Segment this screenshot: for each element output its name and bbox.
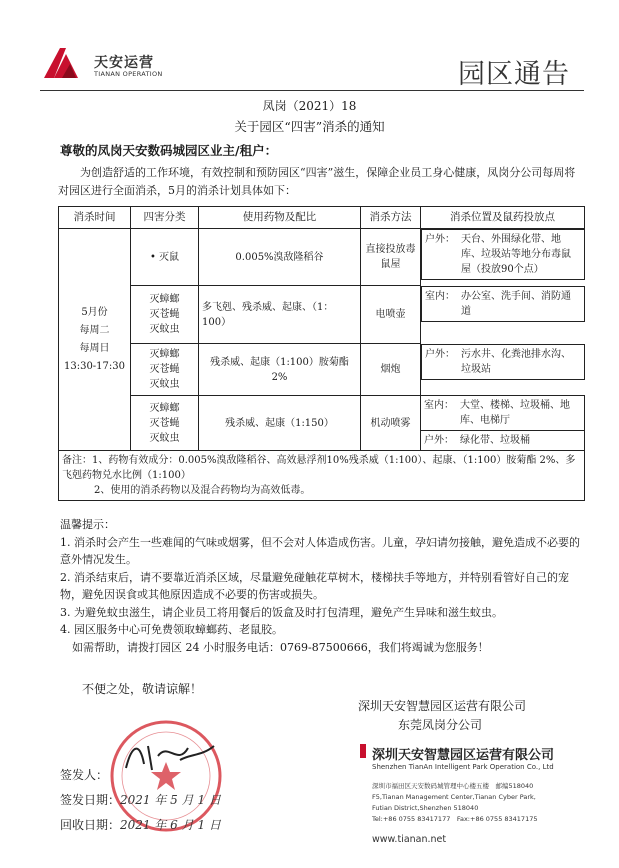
- tips-section: [60, 516, 585, 656]
- table-row: [59, 286, 585, 344]
- location-label: 户外：: [425, 234, 455, 245]
- pest-cell: [131, 286, 199, 344]
- col-header-pest: 四害分类: [131, 207, 199, 229]
- issue-date-value: 2021 年 5 月 1 日: [120, 793, 221, 807]
- address-en-line1: F5,Tianan Management Center,Tianan Cyber Park,: [372, 793, 536, 801]
- issue-date-label: 签发日期：: [60, 793, 121, 807]
- time-day-2: 每周日: [79, 342, 110, 354]
- recall-date-value: 2021 年 6 月 1 日: [120, 818, 221, 832]
- logo-subtext: TIANAN OPERATION: [94, 70, 163, 78]
- method-cell: 机动喷雾: [361, 396, 421, 451]
- intro-paragraph: 为创造舒适的工作环境，有效控制和预防园区“四害”滋生，保障企业员工身心健康，凤岗分公司每周将对园区进行全面消杀，5月的消杀计划具体如下：: [58, 166, 576, 197]
- drug-cell: 残杀威、起康（1:100）胺菊酯 2%: [199, 344, 361, 396]
- header-divider: [40, 90, 584, 91]
- col-header-time: 消杀时间: [59, 207, 131, 229]
- drug-cell: 多飞剋、残杀威、起康、（1：100）: [199, 286, 361, 344]
- footer-company-name-en: Shenzhen TianAn Intelligent Park Operation Co., Ltd: [372, 763, 554, 771]
- col-header-location: 消杀位置及鼠药投放点: [421, 207, 585, 229]
- pest-name: 灭蟑螂: [149, 402, 180, 414]
- pest-cell: [131, 396, 199, 451]
- notice-heading: 园区通告: [458, 59, 570, 90]
- time-cell: [59, 229, 131, 451]
- time-day-1: 每周二: [79, 324, 110, 336]
- apology-text: 不便之处，敬请谅解！: [82, 682, 203, 696]
- recall-date-line: [60, 813, 221, 838]
- signer-label: 签发人：: [60, 768, 109, 782]
- footer-accent-bar: [360, 744, 366, 758]
- drug-cell: 残杀威、起康（1:150）: [199, 396, 361, 451]
- table-notes-row: [59, 451, 585, 501]
- table-header-row: [59, 207, 585, 229]
- footer-company-name: 深圳天安智慧园区运营有限公司: [372, 748, 555, 763]
- website-link[interactable]: www.tianan.net: [372, 834, 447, 845]
- pest-name: 灭蟑螂: [149, 349, 180, 360]
- signer-line: [60, 763, 221, 788]
- notes-cell: [59, 451, 585, 501]
- location-label: 户外：: [424, 435, 454, 446]
- disinfection-plan-table: [58, 206, 585, 501]
- tips-heading: 温馨提示：: [60, 518, 115, 531]
- col-header-method: 消杀方法: [361, 207, 421, 229]
- footer-address: [372, 781, 602, 825]
- contact-line: 如需帮助，请拨打园区 24 小时服务电话：0769-87500666，我们将竭诚为您服务！: [72, 640, 489, 654]
- salutation: 尊敬的凤岗天安数码城园区业主/租户：: [60, 143, 278, 158]
- address-cn: 深圳市福田区天安数码城管理中心楼五楼 邮编518040: [372, 782, 534, 790]
- tip-item: 1. 消杀时会产生一些难闻的气味或烟雾，但不会对人体造成伤害。儿童，孕妇请勿接触，避免造成不必要的意外情况发生。: [60, 535, 580, 566]
- location-text: 天台、外围绿化带、地库、垃圾站等地分布毒鼠屋（投放90个点）: [461, 234, 571, 275]
- location-entry: [421, 396, 584, 430]
- pest-name: 灭苍蝇: [149, 417, 180, 429]
- location-label: 户外：: [425, 348, 455, 360]
- document-title: 关于园区“四害”消杀的通知: [234, 119, 385, 134]
- document-number: 凤岗（2021）18: [262, 99, 357, 113]
- recall-date-label: 回收日期：: [60, 818, 121, 832]
- tip-item: 2. 消杀结束后，请不要靠近消杀区域，尽量避免碰触花草树木，楼梯扶手等地方，并特别看管好自己的宠物，避免因误食或其他原因造成不必要的伤害或损失。: [60, 570, 569, 601]
- location-cell: [421, 229, 585, 280]
- issuer-block: [60, 763, 221, 838]
- pest-name: 灭蚊虫: [149, 379, 180, 390]
- pest-name: 灭蟑螂: [149, 294, 180, 305]
- tip-item: 4. 园区服务中心可免费领取蟑螂药、老鼠胶。: [60, 623, 283, 636]
- pest-name: 灭苍蝇: [149, 364, 180, 375]
- pest-name: 灭苍蝇: [149, 309, 180, 320]
- pest-name: 灭蚊虫: [149, 324, 180, 335]
- method-cell: 电喷壶: [361, 286, 421, 344]
- location-text: 污水井、化粪池排水沟、垃圾站: [461, 348, 571, 375]
- issue-date-line: [60, 788, 221, 813]
- method-cell: 直接投放毒鼠屋: [361, 229, 421, 286]
- location-label: 室内：: [425, 290, 455, 302]
- note-line-1: 备注：1、药物有效成分：0.005%溴敌隆稻谷、高效悬浮剂10%残杀威（1:100）、起康、（1:100）胺菊酯 2%、多飞剋药物兑水比例（1:100）: [62, 455, 576, 481]
- time-hours: 13:30-17:30: [63, 360, 125, 372]
- tianan-logo-icon: [40, 44, 88, 80]
- pest-name: • 灭鼠: [149, 251, 180, 263]
- table-row: [59, 344, 585, 396]
- note-line-2: 2、使用的消杀药物以及混合药物均为高效低毒。: [94, 485, 311, 496]
- logo-text: 天安运营: [94, 55, 154, 71]
- pest-cell: [131, 229, 199, 286]
- location-text: 办公室、洗手间、消防通道: [461, 290, 571, 317]
- location-entry: [422, 230, 584, 279]
- tip-item: 3. 为避免蚊虫滋生，请企业员工将用餐后的饭盒及时打包清理，避免产生异味和滋生蚊虫。: [60, 605, 503, 619]
- location-text: 大堂、楼梯、垃圾桶、地库、电梯厅: [460, 400, 570, 426]
- drug-cell: 0.005%溴敌隆稻谷: [199, 229, 361, 286]
- pest-cell: [131, 344, 199, 396]
- location-entry: [421, 430, 584, 450]
- location-label: 室内：: [424, 400, 454, 411]
- location-entry: [422, 287, 584, 321]
- location-cell: [421, 344, 585, 380]
- table-row: [59, 396, 585, 451]
- pest-name: 灭蚊虫: [149, 432, 180, 444]
- location-cell: [421, 396, 585, 451]
- location-cell: [421, 286, 585, 322]
- signature-branch: 东莞凤岗分公司: [398, 718, 483, 732]
- table-row: [59, 229, 585, 286]
- address-en-line2: Futian District,Shenzhen 518040: [372, 804, 479, 812]
- phone-fax: Tel:+86 0755 83417177 Fax:+86 0755 83417175: [372, 815, 538, 823]
- location-text: 绿化带、垃圾桶: [460, 435, 530, 446]
- signature-company: 深圳天安智慧园区运营有限公司: [358, 699, 527, 713]
- location-entry: [422, 345, 584, 379]
- col-header-drug: 使用药物及配比: [199, 207, 361, 229]
- method-cell: 烟炮: [361, 344, 421, 396]
- time-month: 5月份: [81, 306, 108, 318]
